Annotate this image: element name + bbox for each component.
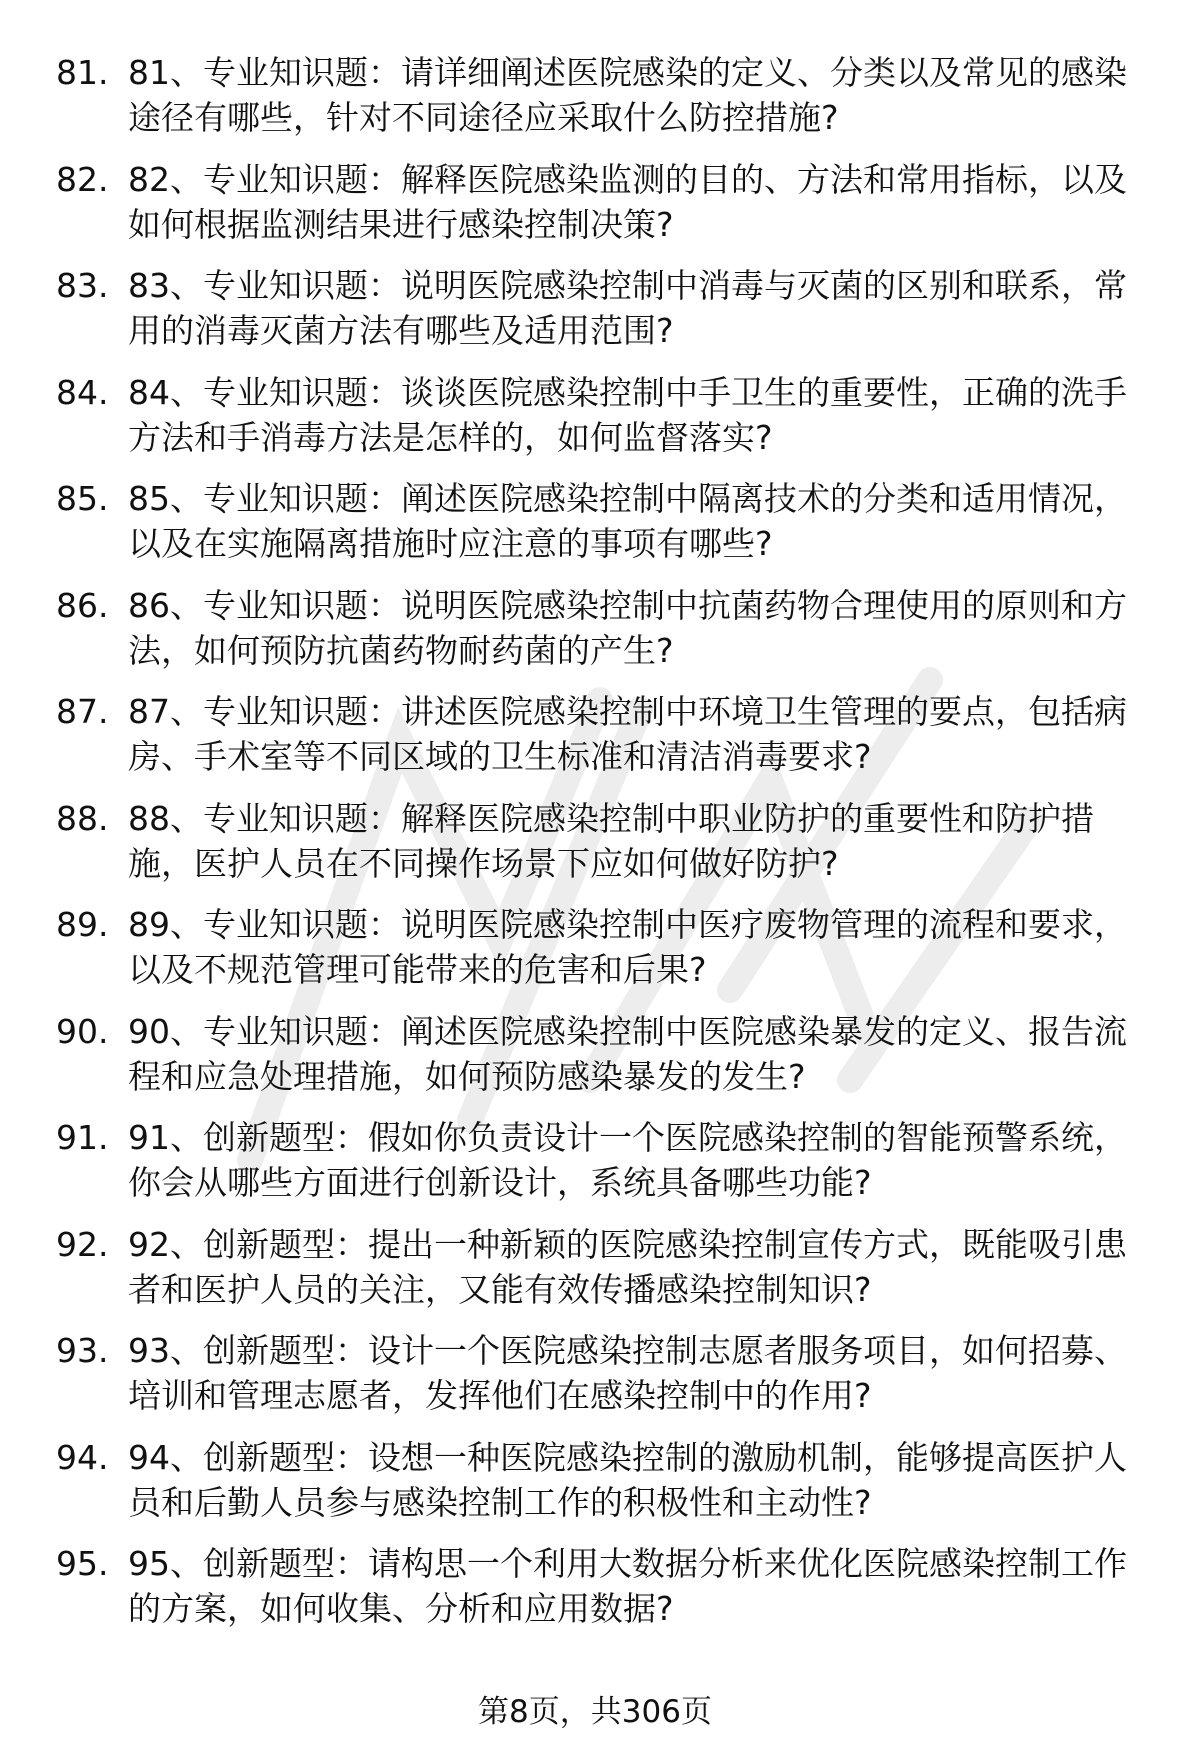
- question-item: [56, 1115, 1156, 1222]
- question-number: 81.: [56, 53, 109, 92]
- question-item: [56, 902, 1156, 1009]
- question-text: 94、创新题型：设想一种医院感染控制的激励机制，能够提高医护人员和后勤人员参与感染控制工作的积极性和主动性?: [128, 1437, 1127, 1522]
- question-text: 90、专业知识题：阐述医院感染控制中医院感染暴发的定义、报告流程和应急处理措施，如何预防感染暴发的发生?: [128, 1011, 1127, 1096]
- question-number: 91.: [56, 1118, 109, 1157]
- question-item: [56, 263, 1156, 370]
- question-text: 91、创新题型：假如你负责设计一个医院感染控制的智能预警系统，你会从哪些方面进行创新设计，系统具备哪些功能?: [128, 1118, 1127, 1202]
- question-item: [56, 583, 1156, 690]
- question-item: [56, 1328, 1156, 1435]
- question-item: [56, 476, 1156, 583]
- question-text: 86、专业知识题：说明医院感染控制中抗菌药物合理使用的原则和方法，如何预防抗菌药物耐药菌的产生?: [128, 585, 1127, 670]
- question-number: 95.: [56, 1544, 109, 1583]
- question-text: 83、专业知识题：说明医院感染控制中消毒与灭菌的区别和联系，常用的消毒灭菌方法有哪些及适用范围?: [128, 266, 1127, 350]
- question-item: [56, 50, 1156, 157]
- question-item: [56, 1541, 1156, 1648]
- question-number: 82.: [56, 159, 109, 199]
- question-text: 93、创新题型：设计一个医院感染控制志愿者服务项目，如何招募、培训和管理志愿者，发挥他们在感染控制中的作用?: [128, 1331, 1127, 1415]
- question-text: 95、创新题型：请构思一个利用大数据分析来优化医院感染控制工作的方案，如何收集、分析和应用数据?: [128, 1544, 1127, 1628]
- question-number: 89.: [56, 905, 109, 944]
- question-number: 88.: [56, 798, 109, 838]
- question-number: 84.: [56, 372, 109, 412]
- question-number: 86.: [56, 585, 109, 625]
- question-number: 83.: [56, 266, 109, 305]
- question-number: 93.: [56, 1331, 109, 1370]
- question-item: [56, 689, 1156, 796]
- question-number: 94.: [56, 1437, 109, 1477]
- question-text: 89、专业知识题：说明医院感染控制中医疗废物管理的流程和要求，以及不规范管理可能带来的危害和后果?: [128, 905, 1127, 989]
- question-text: 88、专业知识题：解释医院感染控制中职业防护的重要性和防护措施，医护人员在不同操作场景下应如何做好防护?: [128, 798, 1094, 883]
- question-number: 85.: [56, 479, 109, 518]
- question-text: 82、专业知识题：解释医院感染监测的目的、方法和常用指标，以及如何根据监测结果进行感染控制决策?: [128, 159, 1127, 244]
- question-text: 85、专业知识题：阐述医院感染控制中隔离技术的分类和适用情况，以及在实施隔离措施时应注意的事项有哪些?: [128, 479, 1127, 563]
- question-item: [56, 1009, 1156, 1116]
- question-text: 84、专业知识题：谈谈医院感染控制中手卫生的重要性，正确的洗手方法和手消毒方法是怎样的，如何监督落实?: [128, 372, 1127, 457]
- question-item: [56, 1222, 1156, 1329]
- question-number: 90.: [56, 1011, 109, 1051]
- question-text: 92、创新题型：提出一种新颖的医院感染控制宣传方式，既能吸引患者和医护人员的关注，又能有效传播感染控制知识?: [128, 1224, 1127, 1309]
- page-number-footer: 第8页，共306页: [478, 1694, 712, 1730]
- question-number: 87.: [56, 692, 109, 731]
- question-list: [56, 50, 1156, 1648]
- question-item: [56, 796, 1156, 903]
- question-number: 92.: [56, 1224, 109, 1264]
- question-text: 81、专业知识题：请详细阐述医院感染的定义、分类以及常见的感染途径有哪些，针对不同途径应采取什么防控措施?: [128, 53, 1127, 137]
- question-item: [56, 1435, 1156, 1542]
- question-item: [56, 157, 1156, 264]
- question-item: [56, 370, 1156, 477]
- question-text: 87、专业知识题：讲述医院感染控制中环境卫生管理的要点，包括病房、手术室等不同区域的卫生标准和清洁消毒要求?: [128, 692, 1127, 776]
